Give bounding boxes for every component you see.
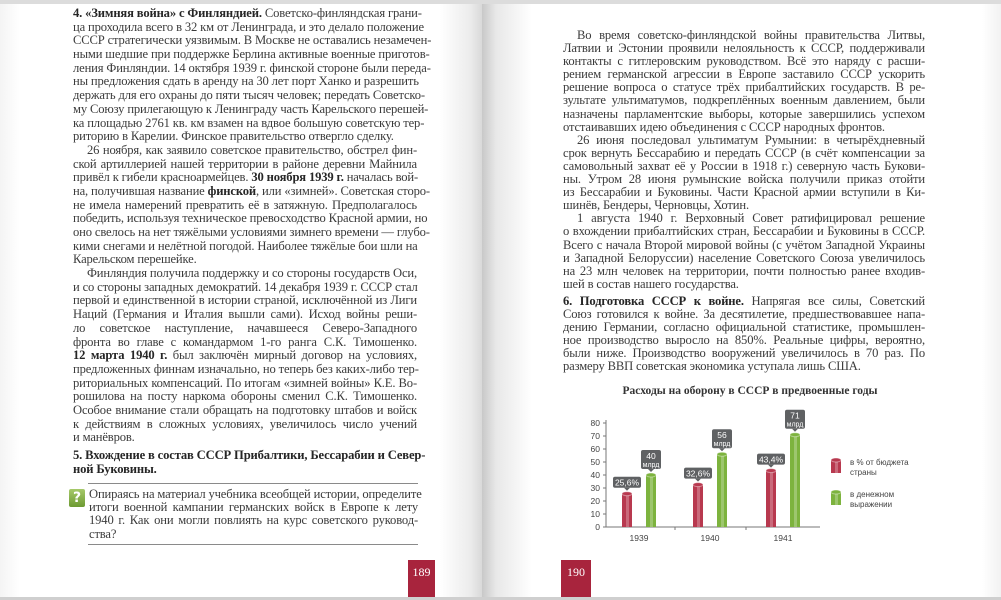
text-line: решение вопроса о статусе трёх прибалтийских государств. В ре- xyxy=(563,80,925,95)
text-line: Карельском перешейке. xyxy=(73,252,197,267)
text-line: победить, используя техническое превосходство Красной армии, но xyxy=(73,211,428,226)
section-heading xyxy=(73,448,426,476)
text: был заключён мирный договор на условиях, xyxy=(167,348,417,363)
text-line: 26 ноября, как заявило советское правительство, обстрел фин- xyxy=(87,142,417,157)
text-line: ка площадью 2761 кв. км взамен на вдвое большую советскую тер- xyxy=(73,115,425,130)
text-line: контакты с гитлеровским руководством. Всё это наряду с расши- xyxy=(563,54,925,69)
text-line: отстаивавших идею объединения с СССР народных фронтов. xyxy=(563,119,885,134)
data-label: млрд xyxy=(713,441,731,449)
y-tick-label: 20 xyxy=(590,496,600,506)
text-line: 26 июня последовал ультиматум Румынии: в четырёхдневный xyxy=(577,132,925,147)
text-line: о вхождении прибалтийских стран, Бессарабии и Буковины в СССР. xyxy=(563,224,925,239)
defense-spending-chart xyxy=(570,380,909,550)
budget-share-bar-top xyxy=(693,483,703,487)
text-line: срок вернуть Бессарабию и передать СССР (в счёт компенсации за xyxy=(563,145,925,160)
data-label: 43,4% xyxy=(758,454,784,465)
divider xyxy=(88,483,418,484)
money-bar-highlight xyxy=(650,475,653,527)
text-line xyxy=(73,349,417,363)
data-label-pointer xyxy=(695,479,701,482)
text-line: были ниже. Производство вооружений увеличилось в 70 раз. По xyxy=(563,346,925,361)
text-line: Всего с начала Второй мировой войны (с учётом Западной Украины xyxy=(563,237,925,252)
paragraph xyxy=(563,29,925,134)
text-line: Наций (Германия и Италия вышли сами). Исход войны реши- xyxy=(73,307,417,322)
text-line: 1 августа 1940 г. Верховный Совет ратифицировал решение xyxy=(577,211,925,226)
text-line: ными шедшие при поддержке Берлина активные военные приготов- xyxy=(73,47,430,62)
data-label: млрд xyxy=(786,421,804,429)
text-line: и Западной Белоруссии) население Советского Союза увеличилось xyxy=(563,250,925,265)
money-bar-highlight xyxy=(721,454,724,527)
x-tick-label: 1940 xyxy=(700,533,720,543)
text-line: и манёвров. xyxy=(73,430,135,445)
bold-text: 6. Подготовка СССР к войне. xyxy=(563,293,744,308)
y-tick-label: 80 xyxy=(590,418,600,428)
text: Напрягая все силы, Советский xyxy=(743,293,925,308)
data-label: 71 xyxy=(790,410,800,421)
text: Советско-финляндская грани- xyxy=(261,6,422,20)
budget-share-bar-top xyxy=(622,492,632,496)
divider xyxy=(88,544,418,545)
right-page-text xyxy=(563,29,925,373)
x-tick-label: 1939 xyxy=(629,533,649,543)
text-line: ло советское наступление, начавшееся Северо-Западного xyxy=(73,320,417,335)
text-line: Латвии и Эстонии проявили нелояльность к СССР, поддерживали xyxy=(563,41,925,56)
top-edge xyxy=(0,0,1001,4)
y-tick-label: 70 xyxy=(590,431,600,441)
bold-text: 4. «Зимняя война» с Финляндией. xyxy=(73,6,262,20)
legend-label: страны xyxy=(850,468,877,477)
text-line: на 23 млн человек на территории, почти полностью ранее входив- xyxy=(563,263,925,278)
text-line: СССР стратегически уязвимым. В Москве не оставались незамечен- xyxy=(73,33,432,48)
text-line xyxy=(73,6,422,21)
chart-title: Расходы на оборону в СССР в предвоенные годы xyxy=(622,385,878,397)
y-tick-label: 30 xyxy=(590,483,600,493)
bold-text: финской xyxy=(207,183,257,198)
text-line: ны предложения сдать в аренду на 30 лет порт Ханко и разрешить xyxy=(73,74,419,89)
legend-swatch-top xyxy=(831,458,841,462)
y-tick-label: 50 xyxy=(590,457,600,467)
y-tick-label: 60 xyxy=(590,444,600,454)
data-label-pointer xyxy=(624,488,630,491)
question-icon: ? xyxy=(69,489,85,507)
question-line: итоги военной кампании германских войск в Европе к лету xyxy=(89,500,418,515)
text-line: ны. Утром 28 июня румынские войска получили приказ отойти xyxy=(563,172,925,187)
text-line: рением германской агрессии в Европе заставило СССР ускорить xyxy=(563,67,925,82)
money-bar-top xyxy=(717,452,727,456)
data-label-pointer xyxy=(719,448,725,451)
text-line: дению Германии, согласно официальной статистике, промышлен- xyxy=(563,320,925,335)
data-label-pointer xyxy=(792,429,798,432)
legend-label: в % от бюджета xyxy=(850,458,909,467)
legend-swatch-top xyxy=(831,490,841,494)
text-line: риториальных компенсаций. По итогам «зимней войны» К.Е. Во- xyxy=(73,375,417,390)
question-line: ства? xyxy=(89,526,117,541)
data-label: 40 xyxy=(646,451,656,461)
text-line: зультате ультиматумов, подкреплённых военным давлением, были xyxy=(563,93,925,108)
text-line: му Союзу прилегающую к Ленинграду часть Карельского перешей- xyxy=(73,101,429,116)
text-line: ления Финляндии. 14 октября 1939 г. финской стороне были переда- xyxy=(73,60,431,75)
text-line: назначены парламентские выборы, которые завершились успехом xyxy=(563,106,925,121)
x-tick-label: 1941 xyxy=(773,533,793,543)
budget-share-bar-top xyxy=(766,469,776,473)
y-tick-label: 0 xyxy=(595,522,600,532)
page-number-right: 190 xyxy=(561,560,591,597)
text-line: первой и единственной в истории страной, исключённой из Лиги xyxy=(73,293,417,308)
bold-text: 12 марта 1940 г. xyxy=(73,348,168,363)
money-bar-highlight xyxy=(794,435,797,527)
text-line: 5. Вхождение в состав СССР Прибалтики, Бессарабии и Север- xyxy=(73,448,426,462)
paragraph xyxy=(73,142,430,267)
text: началась вой- xyxy=(343,170,419,185)
text-line xyxy=(73,171,417,185)
paragraph xyxy=(73,267,417,445)
text-line: Финляндия получила поддержку и со стороны государств Оси, xyxy=(87,266,417,281)
text-line: оно свелось на нет тяжёлыми условиями зимнего времени — глубо- xyxy=(73,225,430,239)
question-text xyxy=(89,487,422,541)
data-label: млрд xyxy=(642,462,660,469)
money-bar-top xyxy=(646,473,656,477)
data-label: 56 xyxy=(717,430,727,441)
section-heading xyxy=(563,295,925,374)
text-line xyxy=(563,295,925,308)
text-line: Во время советско-финляндской войны правительства Литвы, xyxy=(577,28,925,42)
text-line: шинёв, Бендеры, Черновцы, Хотин. xyxy=(563,198,749,213)
text-line: Союз готовился к войне. За десятилетие, предшествовавшее напа- xyxy=(563,306,925,321)
budget-share-bar-highlight xyxy=(697,485,700,527)
y-tick-label: 10 xyxy=(590,509,600,519)
money-bar-top xyxy=(790,433,800,437)
budget-share-bar-highlight xyxy=(626,494,629,527)
text: на, получившая название xyxy=(73,183,208,198)
text-line: кими снегами и нелётной погодой. Наиболее тяжёлые бои шли на xyxy=(73,238,418,253)
legend-label: выражении xyxy=(850,500,893,509)
text-line: шей в состав нашего государства. xyxy=(563,276,739,291)
text-line: ца проходила всего в 32 км от Ленинграда, и это делало положение xyxy=(73,19,424,34)
left-page-text xyxy=(73,6,432,476)
text-line: ской артиллерией нашей территории в районе деревни Майнила xyxy=(73,156,417,171)
question-line: Опираясь на материал учебника всеобщей истории, определите xyxy=(89,487,422,501)
text: , или «зимней». Советская сторо- xyxy=(256,183,430,198)
text-line: из Бессарабии и Буковины. Части Красной армии вступили в Ки- xyxy=(563,185,925,200)
text-line: предложенных финнам изначально, но теперь без каких-либо тер- xyxy=(73,361,419,376)
legend-label: в денежном xyxy=(850,490,895,499)
paragraph xyxy=(73,6,432,144)
budget-share-bar-highlight xyxy=(770,471,773,527)
paragraph xyxy=(563,212,925,291)
text-line: размеру ВВП советская экономика уступала лишь США. xyxy=(563,359,861,374)
data-label: 32,6% xyxy=(685,468,711,479)
text-line: самовольный захват её у России в 1918 г.) северную часть Букови- xyxy=(563,158,925,173)
text: привёл к гибели красноармейцев. xyxy=(73,170,252,185)
text-line: и со стороны западных демократий. 14 декабря 1939 г. СССР стал xyxy=(73,279,418,294)
text-line: держать для его охраны до пяти тысяч человек; передать Советско- xyxy=(73,88,425,103)
text-line: риторию в Карелии. Финское правительство отвергло сделку. xyxy=(73,129,394,144)
question-line: 1940 г. Как они могли повлиять на курс советского руковод- xyxy=(89,513,418,528)
text-line: фронта во главе с командармом 1-го ранга С.К. Тимошенко. xyxy=(73,334,417,349)
text-line xyxy=(73,183,430,199)
text-line: не имела намерений превратить её в затяжную. Предполагалось xyxy=(73,197,417,212)
text-line: рошилова на посту наркома обороны сменил С.К. Тимошенко. xyxy=(73,389,417,404)
text-line: ное производство выросло на 850%. Реальные цифры, вероятно, xyxy=(563,333,925,348)
data-label: 25,6% xyxy=(614,477,640,488)
data-label-pointer xyxy=(648,469,654,472)
text-line: ной Буковины. xyxy=(73,461,157,476)
y-tick-label: 40 xyxy=(590,470,600,480)
page-number-left: 189 xyxy=(408,560,435,597)
data-label-pointer xyxy=(768,465,774,468)
text-line: Особое внимание стали обращать на подготовку штабов и войск xyxy=(73,402,417,417)
bold-text: 30 ноября 1939 г. xyxy=(251,170,344,185)
paragraph xyxy=(563,134,925,213)
text-line: к действиям в сложных условиях, увеличилось число учений xyxy=(73,416,417,431)
